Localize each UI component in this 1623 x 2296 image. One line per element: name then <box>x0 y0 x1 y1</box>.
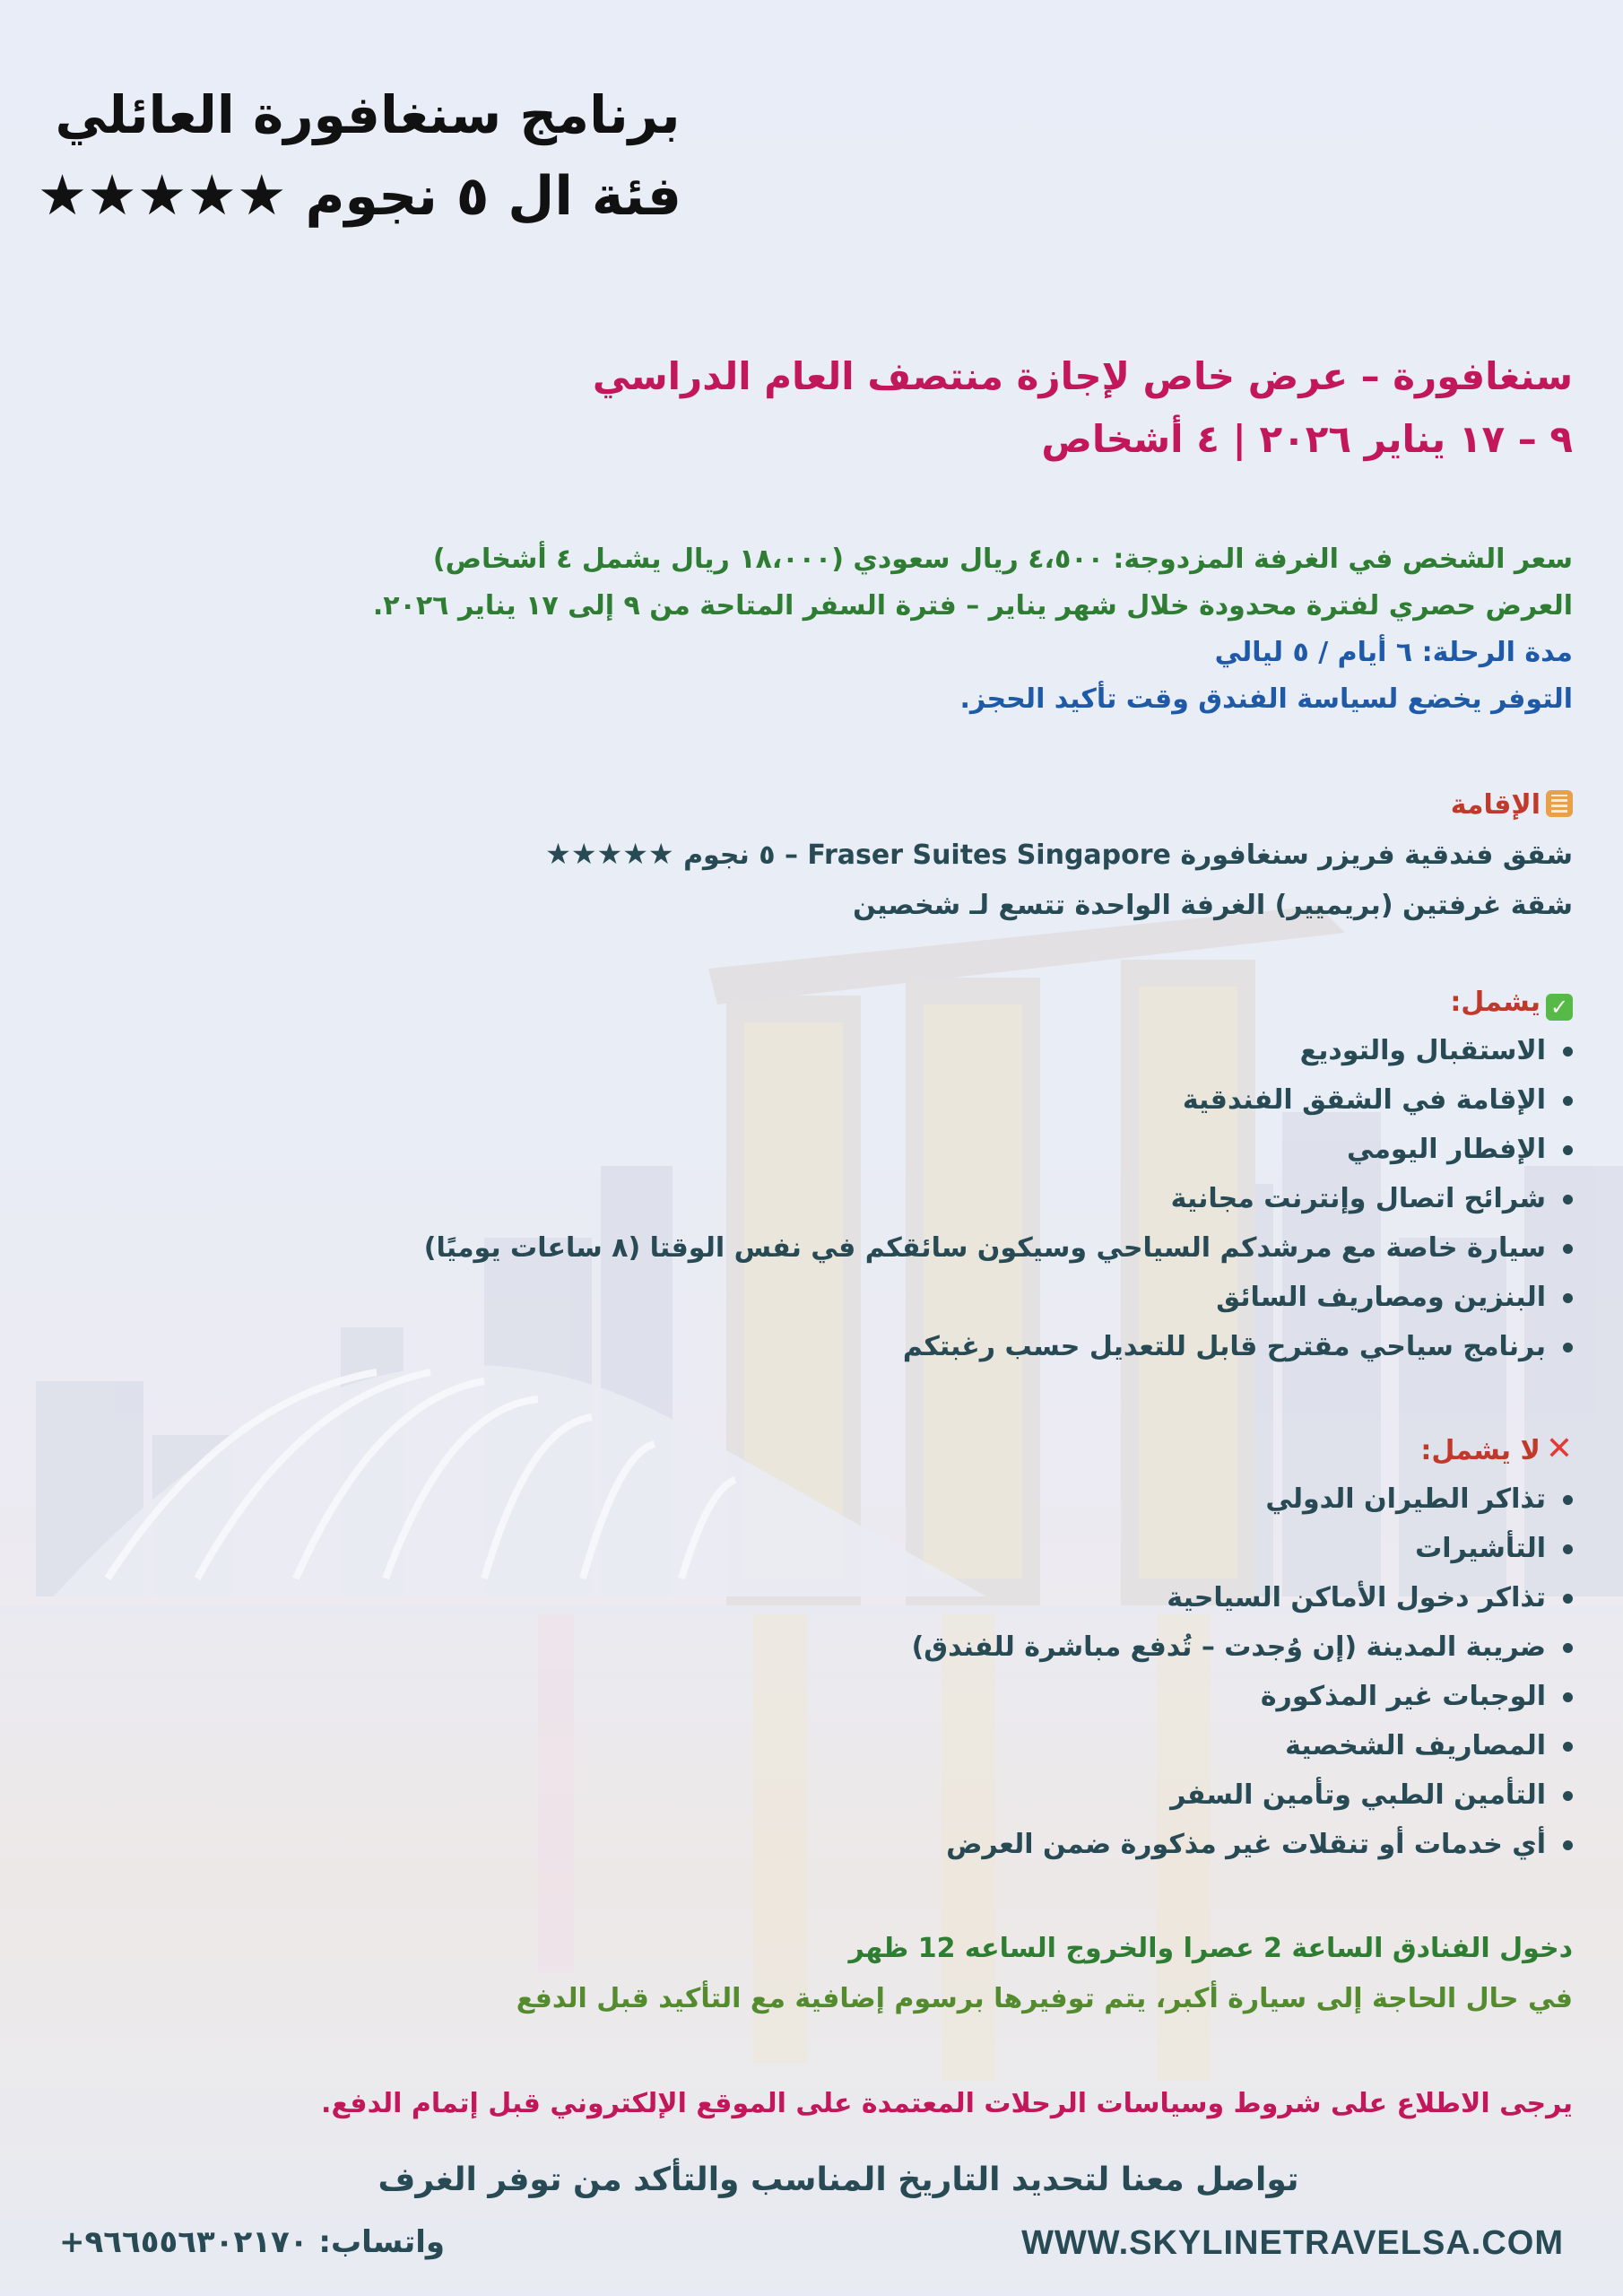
list-item: تذاكر دخول الأماكن السياحية <box>912 1573 1546 1622</box>
terms-note: يرجى الاطلاع على شروط وسياسات الرحلات المعتمدة على الموقع الإلكتروني قبل إتمام الدفع. <box>321 2088 1573 2119</box>
excludes-heading-label: لا يشمل: <box>1420 1435 1541 1466</box>
price-line: سعر الشخص في الغرفة المزدوجة: ٤،٥٠٠ ريال سعودي (١٨،٠٠٠ ريال يشمل ٤ أشخاص) <box>432 544 1573 575</box>
list-item: المصاريف الشخصية <box>912 1721 1546 1770</box>
offer-dates-people: ٩ – ١٧ يناير ٢٠٢٦ | ٤ أشخاص <box>1041 417 1573 461</box>
website-link[interactable]: WWW.SKYLINETRAVELSA.COM <box>1021 2224 1564 2262</box>
list-item: أي خدمات أو تنقلات غير مذكورة ضمن العرض <box>912 1820 1546 1869</box>
list-item: التأمين الطبي وتأمين السفر <box>912 1770 1546 1820</box>
program-class <box>37 151 681 241</box>
includes-heading <box>424 979 1573 1026</box>
list-item: ضريبة المدينة (إن وُجدت – تُدفع مباشرة للفندق) <box>912 1622 1546 1672</box>
offer-info <box>373 536 1573 723</box>
list-item: الإفطار اليومي <box>424 1125 1546 1174</box>
accommodation-section <box>545 782 1573 931</box>
excludes-heading <box>912 1426 1573 1474</box>
list-item: شرائح اتصال وإنترنت مجانية <box>424 1174 1546 1223</box>
includes-list <box>424 1026 1573 1371</box>
accommodation-heading-label: الإقامة <box>1450 789 1541 821</box>
list-item: التأشيرات <box>912 1524 1546 1573</box>
list-item: الاستقبال والتوديع <box>424 1026 1546 1075</box>
includes-section <box>424 979 1573 1371</box>
program-title-block <box>37 79 681 241</box>
program-title: برنامج سنغافورة العائلي <box>55 84 681 145</box>
offer-title: سنغافورة – عرض خاص لإجازة منتصف العام الدراسي <box>592 354 1573 398</box>
hotel-line <box>545 829 1573 881</box>
availability-line: التوفر يخضع لسياسة الفندق وقت تأكيد الحجز. <box>959 683 1573 715</box>
class-label: فئة ال ٥ نجوم <box>305 165 681 228</box>
contact-cta <box>0 2161 1623 2198</box>
period-line: العرض حصري لفترة محدودة خلال شهر يناير – فترة السفر المتاحة من ٩ إلى ١٧ يناير ٢٠٢٦. <box>372 590 1573 622</box>
accommodation-heading <box>545 782 1573 829</box>
star-rating-icon: ★★★★★ <box>37 162 287 228</box>
checkin-note: دخول الفنادق الساعة 2 عصرا والخروج الساعه 12 ظهر <box>848 1933 1573 1964</box>
hotel-name: شقق فندقية فريزر سنغافورة Fraser Suites Singapore – ٥ نجوم <box>683 839 1573 871</box>
list-item: سيارة خاصة مع مرشدكم السياحي وسيكون سائقكم في نفس الوقتا (٨ ساعات يوميًا) <box>424 1223 1546 1273</box>
hotel-stars-icon: ★★★★★ <box>545 837 674 871</box>
excludes-list <box>912 1474 1573 1869</box>
list-item: البنزين ومصاريف السائق <box>424 1273 1546 1322</box>
list-item: تذاكر الطيران الدولي <box>912 1474 1546 1524</box>
whatsapp-contact[interactable]: واتساب: ٩٦٦٥٥٦٣٠٢١٧٠+ <box>59 2224 446 2260</box>
list-item: الوجبات غير المذكورة <box>912 1672 1546 1721</box>
notes-section <box>516 1924 1573 2024</box>
contact-cta-text: تواصل معنا لتحديد التاريخ المناسب والتأكد من توفر الغرف <box>378 2161 1299 2198</box>
room-line: شقة غرفتين (بريميير) الغرفة الواحدة تتسع لـ شخصين <box>853 890 1573 921</box>
list-item: الإقامة في الشقق الفندقية <box>424 1075 1546 1125</box>
check-icon: ✓ <box>1546 994 1573 1021</box>
list-item: برنامج سياحي مقترح قابل للتعديل حسب رغبتكم <box>424 1322 1546 1371</box>
car-note: في حال الحاجة إلى سيارة أكبر، يتم توفيرها برسوم إضافية مع التأكيد قبل الدفع <box>516 1983 1573 2014</box>
excludes-section <box>912 1426 1573 1869</box>
duration-line: مدة الرحلة: ٦ أيام / ٥ ليالي <box>1214 637 1573 668</box>
hotel-icon <box>1546 790 1573 817</box>
offer-heading <box>593 345 1573 471</box>
includes-heading-label: يشمل: <box>1450 987 1541 1018</box>
cross-icon: ✕ <box>1545 1431 1573 1467</box>
